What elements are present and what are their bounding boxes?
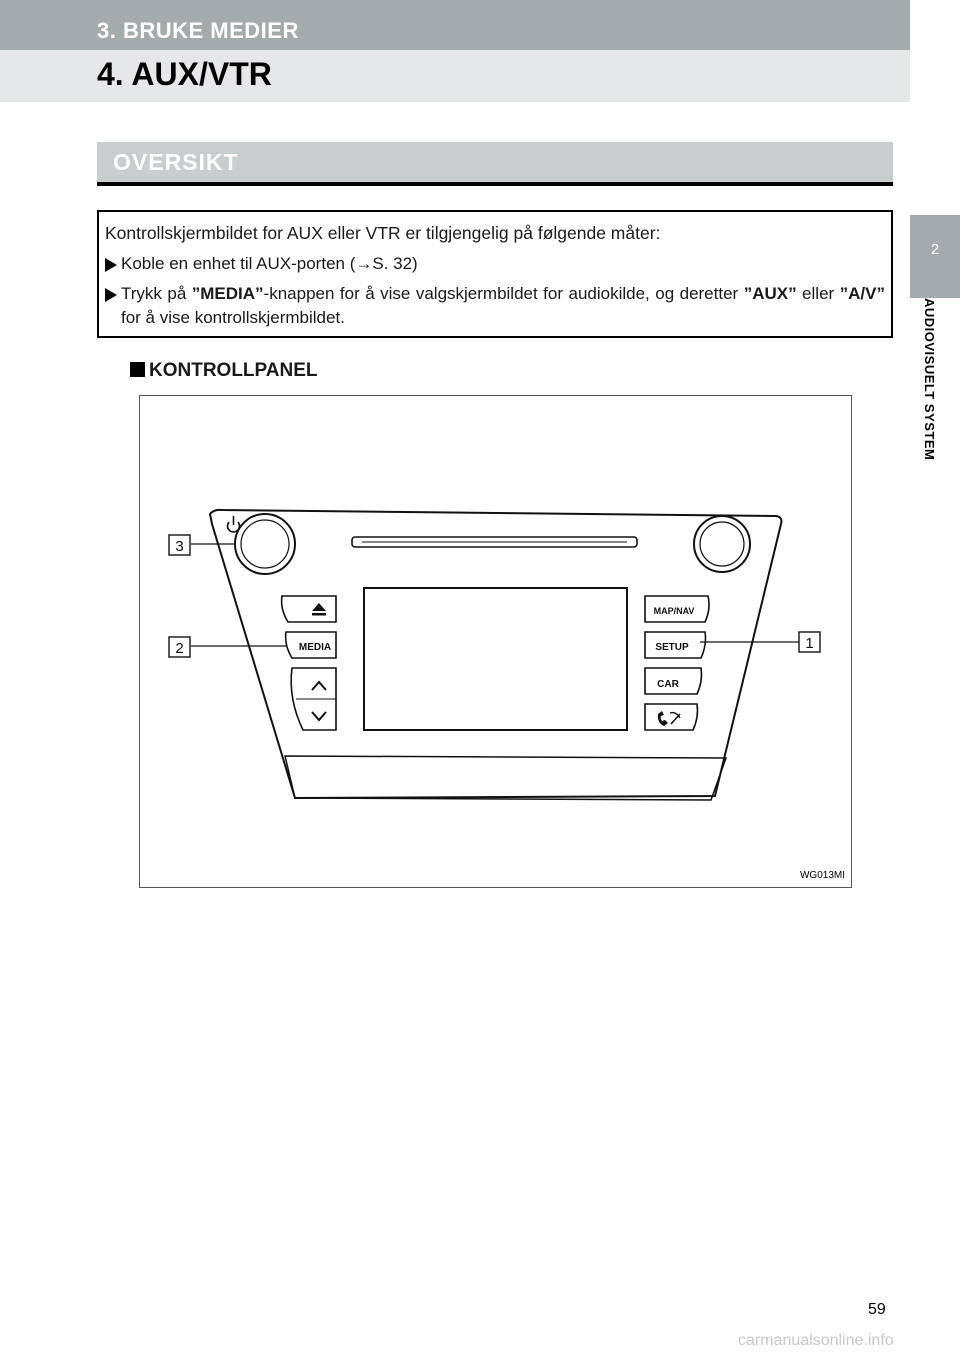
car-button-label: CAR [657, 679, 679, 690]
kontrollpanel-heading-text: KONTROLLPANEL [149, 360, 318, 381]
chapter-tab[interactable] [910, 215, 960, 298]
phone-button [645, 704, 698, 730]
media-key-label: ”MEDIA” [191, 284, 264, 303]
section-title: 3. BRUKE MEDIER [97, 18, 299, 43]
oversikt-heading-bar [97, 142, 893, 186]
aux-key-label: ”AUX” [743, 284, 797, 303]
callout-2-label: 2 [175, 640, 184, 657]
bullet-arrow-icon [105, 258, 117, 272]
control-panel-illustration [140, 396, 853, 889]
media-button-label: MEDIA [298, 642, 332, 653]
figure-code: WG013MI [799, 870, 845, 881]
page-number: 59 [868, 1301, 886, 1318]
bullet-text-mid: -knappen for å vise valgskjermbildet for audiokilde, og deretter [263, 284, 744, 303]
bullet-text-pre: Trykk på [121, 284, 192, 303]
bullet-text-post: for å vise kontrollskjermbildet. [121, 308, 345, 327]
info-box [97, 210, 893, 338]
chapter-tab-number: 2 [930, 241, 940, 258]
callout-1-label: 1 [805, 635, 814, 652]
bullet-arrow-icon [105, 288, 117, 302]
info-intro: Kontrollskjermbildet for AUX eller VTR er tilgjengelig på følgende måter: [105, 223, 661, 243]
oversikt-title: OVERSIKT [113, 149, 239, 175]
bullet-item [105, 282, 885, 330]
av-key-label: ”A/V” [839, 284, 885, 303]
section-bar [0, 0, 910, 50]
callout-3-label: 3 [175, 538, 184, 555]
square-bullet-icon [130, 362, 145, 377]
power-volume-knob[interactable] [235, 514, 295, 574]
map-nav-button-label: MAP/NAV [653, 606, 695, 616]
control-panel-figure [139, 395, 852, 888]
chapter-side-label-text: AUDIOVISUELT SYSTEM [922, 298, 937, 461]
display-screen [364, 588, 627, 730]
chapter-title: 4. AUX/VTR [97, 56, 272, 92]
bullet-item [105, 252, 885, 276]
setup-button-label: SETUP [655, 642, 689, 653]
bullet-text: Koble en enhet til AUX-porten (→S. 32) [121, 254, 418, 273]
watermark-text: carmanualsonline.info [738, 1332, 894, 1349]
tune-scroll-knob[interactable] [694, 516, 750, 572]
eject-button [282, 596, 336, 622]
kontrollpanel-heading [130, 360, 318, 382]
bullet-text-mid2: eller [796, 284, 840, 303]
chapter-side-label [922, 298, 942, 518]
